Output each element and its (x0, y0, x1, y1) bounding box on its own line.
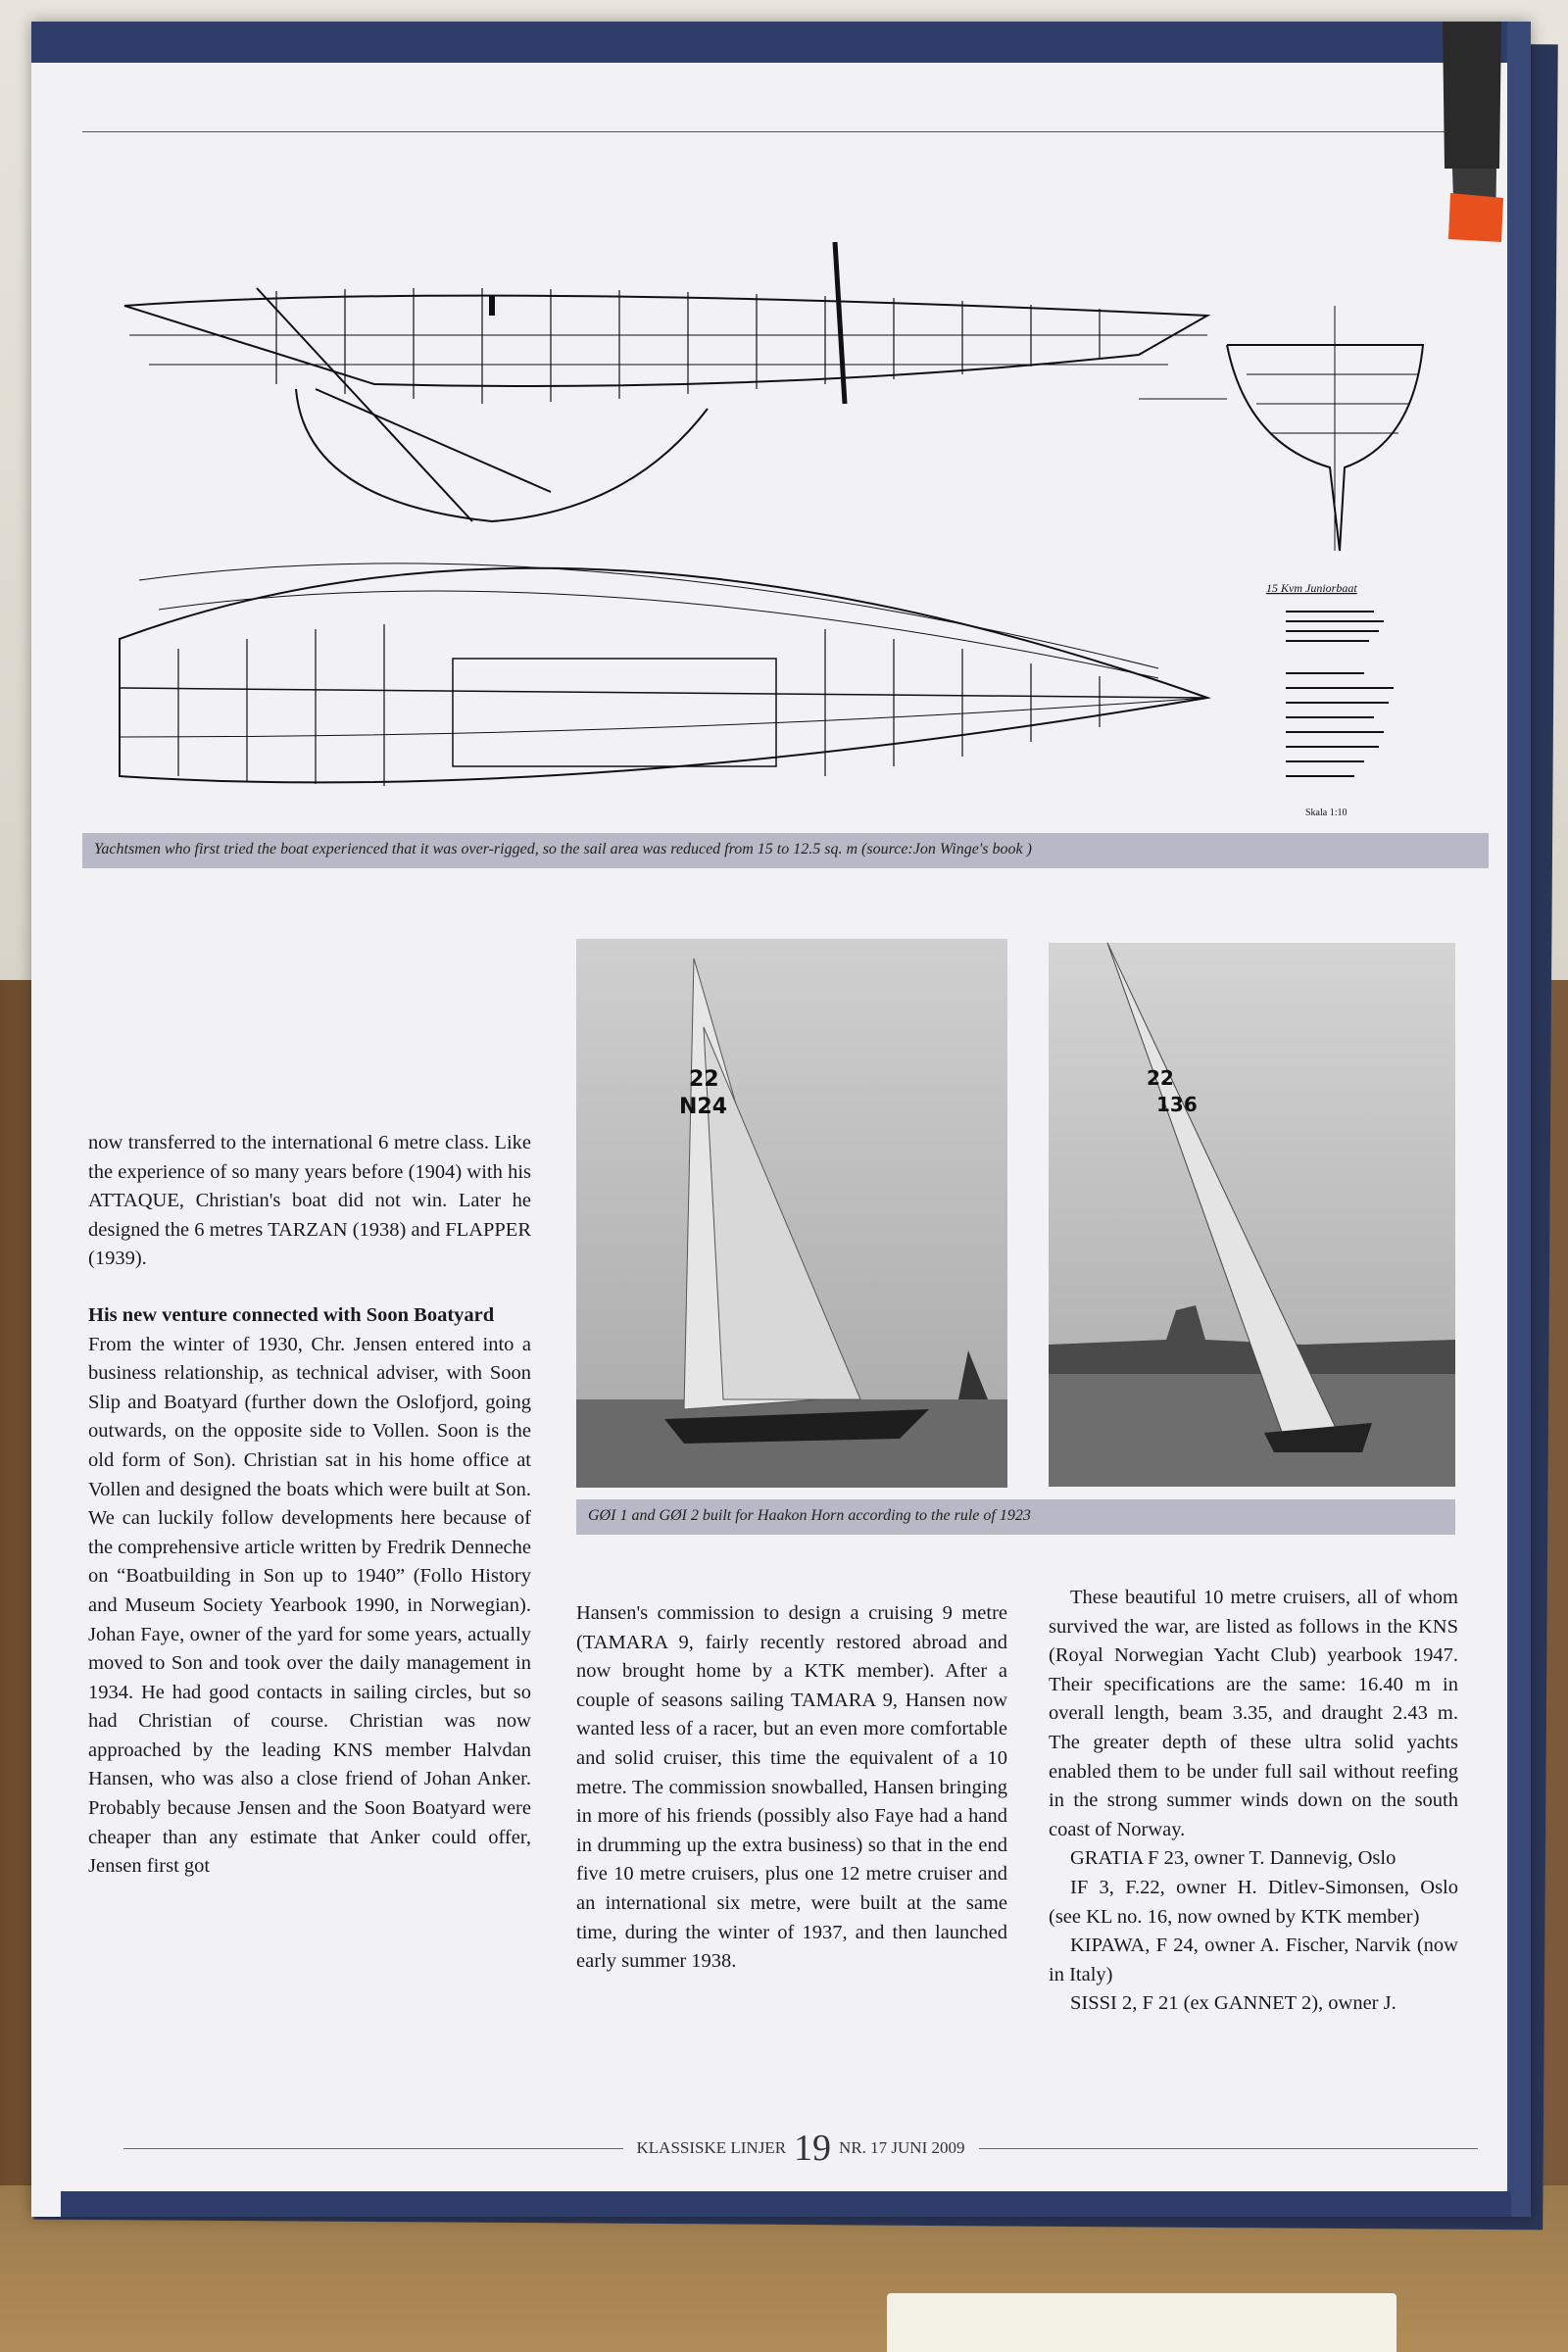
drawing-caption: Yachtsmen who first tried the boat experienced that it was over-rigged, so the sail area was reduced from 15 to 12.5 sq. m (source:Jon Winge's book ) (82, 833, 1489, 868)
magazine-page (31, 22, 1531, 2217)
column1-paragraph-1: now transferred to the international 6 metre class. Like the experience of so many years before (1904) with his ATTAQUE, Christian's boat did not win. Later he designed the 6 metres TARZAN (1938) and FLAPPER (1939). (88, 1132, 531, 1270)
yacht-list-item: KIPAWA, F 24, owner A. Fischer, Narvik (now in Italy) (1049, 1935, 1458, 1985)
text-column-2 (576, 1599, 1007, 1977)
header-rule (82, 131, 1464, 132)
footer-rule-left (123, 2148, 623, 2149)
yacht-list-item: IF 3, F.22, owner H. Ditlev-Simonsen, Oslo (see KL no. 16, now owned by KTK member) (1049, 1876, 1458, 1928)
column1-paragraph-2: From the winter of 1930, Chr. Jensen entered into a business relationship, as technical adviser, with Soon Slip and Boatyard (further down the Oslofjord, going outwards, on the opposite side to Vollen. Soon is the old form of Son). Christian sat in his home office at Vollen and designed the boats which were built at Son. We can luckily follow developments here because of the comprehensive article written by Fredrik Denneche on “Boatbuilding in Son up to 1940” (Follo History and Museum Society Yearbook 1990, in Norwegian). Johan Faye, owner of the yard for some years, actually moved to Son and took over the daily management in 1934. He had good contacts in sailing circles, but so had Christian of course. Christian was now approached by the leading KNS member Halvdan Hansen, who was also a close friend of Johan Anker. Probably because Jensen and the Soon Boatyard were cheaper than any estimate that Anker could offer, Jensen first got (88, 1333, 531, 1878)
right-sail-number-1: 22 (1147, 1066, 1174, 1090)
left-sail-number-2: N24 (679, 1095, 728, 1119)
drawing-title: 15 Kvm Juniorbaat (1266, 581, 1357, 595)
paper-note (887, 2293, 1396, 2352)
column3-paragraph-1: These beautiful 10 metre cruisers, all of whom survived the war, are listed as follows in the KNS (Royal Norwegian Yacht Club) yearbook 1947. Their specifications are the same: 16.40 m in overall length, beam 3.35, and draught 2.43 m. The greater depth of these ultra solid yachts enabled them to be under full sail without reefing in the strong summer winds down on the south coast of Norway. (1049, 1587, 1458, 1840)
yacht-list-item: SISSI 2, F 21 (ex GANNET 2), owner J. (1070, 1992, 1396, 2015)
right-band (1507, 22, 1531, 2217)
text-column-1 (88, 1129, 531, 1882)
magazine-name: KLASSISKE LINJER (636, 2138, 787, 2157)
sailboat-photo-left (576, 939, 1007, 1488)
drawing-scale: Skala 1:10 (1305, 808, 1348, 818)
page-footer (110, 2129, 1492, 2168)
boat-lines-drawing (80, 227, 1492, 825)
section-heading: His new venture connected with Soon Boatyard (88, 1303, 495, 1326)
top-band (31, 22, 1531, 63)
page-number: 19 (794, 2128, 832, 2169)
issue-label: NR. 17 JUNI 2009 (839, 2138, 965, 2157)
text-column-3 (1049, 1584, 1458, 2019)
bottom-band (61, 2191, 1511, 2217)
footer-rule-right (979, 2148, 1479, 2149)
left-sail-number-1: 22 (689, 1067, 719, 1092)
column2-paragraph-1: Hansen's commission to design a cruising 9 metre (TAMARA 9, fairly recently restored abroad and now brought home by a KTK member). After a couple of seasons sailing TAMARA 9, Hansen now wanted less of a racer, but an even more comfortable and solid cruiser, this time the equivalent of a 10 metre. The commission snowballed, Hansen bringing in more of his friends (possibly also Faye had a hand in drumming up the extra business) so that in the end five 10 metre cruisers, plus one 12 metre cruiser and an international six metre, were built at the same time, during the winter of 1937, and then launched early summer 1938. (576, 1602, 1007, 1973)
right-sail-number-2: 136 (1156, 1093, 1198, 1116)
yacht-list-item: GRATIA F 23, owner T. Dannevig, Oslo (1070, 1847, 1396, 1870)
sailboat-photo-right (1049, 943, 1455, 1487)
photos-caption: GØI 1 and GØI 2 built for Haakon Horn according to the rule of 1923 (576, 1499, 1455, 1535)
